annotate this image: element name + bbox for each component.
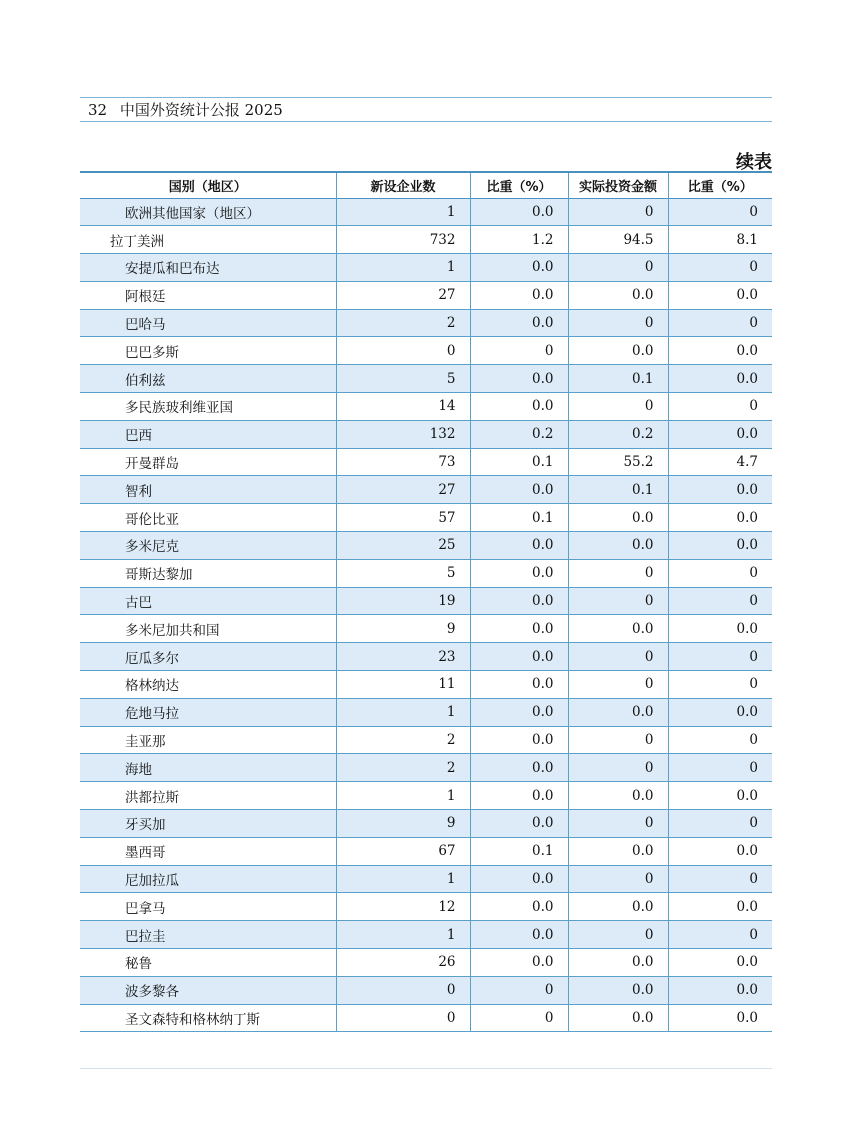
share-enterprises-cell: 0.0 — [470, 754, 568, 782]
new-enterprises-cell: 132 — [336, 420, 470, 448]
table-row — [80, 893, 772, 921]
table-body — [80, 198, 772, 1032]
share-enterprises-cell: 0.1 — [470, 504, 568, 532]
share-investment-cell: 0.0 — [668, 337, 772, 365]
actual-investment-cell: 94.5 — [568, 226, 668, 254]
share-investment-cell: 0.0 — [668, 365, 772, 393]
table-row — [80, 281, 772, 309]
actual-investment-cell: 0 — [568, 921, 668, 949]
table-row — [80, 949, 772, 977]
new-enterprises-cell: 11 — [336, 671, 470, 699]
new-enterprises-cell: 67 — [336, 837, 470, 865]
share-investment-cell: 0 — [668, 865, 772, 893]
share-investment-cell: 0.0 — [668, 281, 772, 309]
region-name-cell: 拉丁美洲 — [110, 233, 164, 250]
table-row — [80, 226, 772, 254]
table-row — [80, 365, 772, 393]
share-investment-cell: 0.0 — [668, 976, 772, 1004]
running-header — [88, 99, 283, 120]
share-enterprises-cell: 1.2 — [470, 226, 568, 254]
share-enterprises-cell: 0 — [470, 337, 568, 365]
actual-investment-cell: 0.1 — [568, 365, 668, 393]
country-name-cell: 危地马拉 — [125, 706, 179, 723]
new-enterprises-cell: 1 — [336, 782, 470, 810]
share-investment-cell: 0 — [668, 810, 772, 838]
new-enterprises-cell: 27 — [336, 281, 470, 309]
share-investment-cell: 0.0 — [668, 893, 772, 921]
table-row — [80, 754, 772, 782]
new-enterprises-cell: 25 — [336, 532, 470, 560]
table-row — [80, 198, 772, 226]
table-row — [80, 865, 772, 893]
table-row — [80, 615, 772, 643]
share-investment-cell: 0 — [668, 309, 772, 337]
actual-investment-cell: 0 — [568, 726, 668, 754]
country-name-cell: 伯利兹 — [125, 372, 166, 389]
table-row — [80, 532, 772, 560]
actual-investment-cell: 0 — [568, 198, 668, 226]
share-enterprises-cell: 0.1 — [470, 448, 568, 476]
investment-table — [80, 171, 772, 1032]
new-enterprises-cell: 5 — [336, 559, 470, 587]
column-header-share-investment: 比重（%） — [668, 172, 772, 198]
table-header-row — [80, 172, 772, 198]
country-name-cell: 厄瓜多尔 — [125, 650, 179, 667]
table-row — [80, 671, 772, 699]
new-enterprises-cell: 2 — [336, 754, 470, 782]
share-investment-cell: 0 — [668, 559, 772, 587]
country-name-cell: 阿根廷 — [125, 289, 166, 306]
column-header-country: 国别（地区） — [168, 179, 247, 195]
table-row — [80, 476, 772, 504]
share-enterprises-cell: 0.0 — [470, 865, 568, 893]
new-enterprises-cell: 12 — [336, 893, 470, 921]
share-enterprises-cell: 0.0 — [470, 810, 568, 838]
share-enterprises-cell: 0.0 — [470, 587, 568, 615]
share-investment-cell: 0.0 — [668, 1004, 772, 1032]
new-enterprises-cell: 1 — [336, 865, 470, 893]
table-row — [80, 504, 772, 532]
table-row — [80, 698, 772, 726]
country-name-cell: 巴拉圭 — [125, 928, 166, 945]
actual-investment-cell: 0 — [568, 559, 668, 587]
share-enterprises-cell: 0.0 — [470, 893, 568, 921]
page-number: 32 — [88, 101, 108, 119]
share-enterprises-cell: 0.0 — [470, 198, 568, 226]
share-enterprises-cell: 0.0 — [470, 615, 568, 643]
header-bottom-rule — [80, 121, 772, 122]
share-investment-cell: 0.0 — [668, 504, 772, 532]
actual-investment-cell: 0 — [568, 393, 668, 421]
actual-investment-cell: 0.0 — [568, 281, 668, 309]
actual-investment-cell: 0 — [568, 754, 668, 782]
country-name-cell: 圭亚那 — [125, 734, 166, 751]
table-row — [80, 1004, 772, 1032]
country-name-cell: 巴拿马 — [125, 900, 166, 917]
share-enterprises-cell: 0.0 — [470, 698, 568, 726]
share-investment-cell: 0.0 — [668, 949, 772, 977]
actual-investment-cell: 0 — [568, 865, 668, 893]
table-row — [80, 254, 772, 282]
share-enterprises-cell: 0.1 — [470, 837, 568, 865]
share-investment-cell: 0 — [668, 671, 772, 699]
country-name-cell: 欧洲其他国家（地区） — [125, 205, 260, 222]
share-enterprises-cell: 0.0 — [470, 921, 568, 949]
country-name-cell: 巴巴多斯 — [125, 344, 179, 361]
new-enterprises-cell: 732 — [336, 226, 470, 254]
table-row — [80, 587, 772, 615]
share-enterprises-cell: 0.0 — [470, 365, 568, 393]
country-name-cell: 多民族玻利维亚国 — [125, 400, 233, 417]
actual-investment-cell: 0.0 — [568, 504, 668, 532]
table-row — [80, 837, 772, 865]
share-enterprises-cell: 0 — [470, 976, 568, 1004]
share-investment-cell: 0 — [668, 198, 772, 226]
table-row — [80, 976, 772, 1004]
share-enterprises-cell: 0.0 — [470, 254, 568, 282]
header-top-rule — [80, 97, 772, 98]
column-header-actual-investment: 实际投资金额 — [568, 172, 668, 198]
new-enterprises-cell: 14 — [336, 393, 470, 421]
actual-investment-cell: 0.0 — [568, 837, 668, 865]
country-name-cell: 波多黎各 — [125, 984, 179, 1001]
column-header-share-enterprises: 比重（%） — [470, 172, 568, 198]
country-name-cell: 圣文森特和格林纳丁斯 — [125, 1012, 260, 1028]
share-investment-cell: 0 — [668, 754, 772, 782]
table-row — [80, 559, 772, 587]
share-enterprises-cell: 0.0 — [470, 476, 568, 504]
new-enterprises-cell: 1 — [336, 921, 470, 949]
new-enterprises-cell: 26 — [336, 949, 470, 977]
table-header — [80, 172, 772, 198]
actual-investment-cell: 0.0 — [568, 782, 668, 810]
share-investment-cell: 0 — [668, 254, 772, 282]
new-enterprises-cell: 1 — [336, 198, 470, 226]
country-name-cell: 古巴 — [125, 595, 152, 612]
footer-rule — [80, 1068, 772, 1069]
actual-investment-cell: 0 — [568, 810, 668, 838]
actual-investment-cell: 0 — [568, 587, 668, 615]
new-enterprises-cell: 57 — [336, 504, 470, 532]
country-name-cell: 智利 — [125, 483, 152, 500]
table-row — [80, 337, 772, 365]
share-enterprises-cell: 0.0 — [470, 949, 568, 977]
table-row — [80, 726, 772, 754]
country-name-cell: 哥伦比亚 — [125, 511, 179, 528]
actual-investment-cell: 0.0 — [568, 615, 668, 643]
actual-investment-cell: 0.0 — [568, 949, 668, 977]
column-header-new-enterprises: 新设企业数 — [336, 172, 470, 198]
new-enterprises-cell: 9 — [336, 810, 470, 838]
share-enterprises-cell: 0.0 — [470, 782, 568, 810]
country-name-cell: 墨西哥 — [125, 845, 166, 862]
actual-investment-cell: 0 — [568, 254, 668, 282]
share-enterprises-cell: 0.0 — [470, 309, 568, 337]
country-name-cell: 开曼群岛 — [125, 456, 179, 473]
country-name-cell: 尼加拉瓜 — [125, 873, 179, 890]
new-enterprises-cell: 0 — [336, 337, 470, 365]
share-investment-cell: 0.0 — [668, 420, 772, 448]
new-enterprises-cell: 23 — [336, 643, 470, 671]
new-enterprises-cell: 73 — [336, 448, 470, 476]
share-investment-cell: 0.0 — [668, 698, 772, 726]
country-name-cell: 牙买加 — [125, 817, 166, 834]
country-name-cell: 多米尼克 — [125, 539, 179, 556]
new-enterprises-cell: 2 — [336, 309, 470, 337]
table-row — [80, 448, 772, 476]
continued-table-label: 续表 — [736, 152, 772, 173]
share-investment-cell: 0.0 — [668, 615, 772, 643]
share-investment-cell: 0.0 — [668, 476, 772, 504]
publication-title: 中国外资统计公报 2025 — [119, 101, 283, 119]
share-enterprises-cell: 0.0 — [470, 559, 568, 587]
share-enterprises-cell: 0.0 — [470, 671, 568, 699]
table-row — [80, 393, 772, 421]
actual-investment-cell: 0.0 — [568, 698, 668, 726]
new-enterprises-cell: 0 — [336, 1004, 470, 1032]
new-enterprises-cell: 5 — [336, 365, 470, 393]
actual-investment-cell: 0.2 — [568, 420, 668, 448]
share-investment-cell: 0.0 — [668, 532, 772, 560]
share-enterprises-cell: 0 — [470, 1004, 568, 1032]
share-investment-cell: 0.0 — [668, 837, 772, 865]
table-row — [80, 782, 772, 810]
actual-investment-cell: 0 — [568, 643, 668, 671]
actual-investment-cell: 0.0 — [568, 976, 668, 1004]
country-name-cell: 哥斯达黎加 — [125, 567, 193, 584]
share-investment-cell: 0 — [668, 726, 772, 754]
actual-investment-cell: 0.0 — [568, 337, 668, 365]
country-name-cell: 多米尼加共和国 — [125, 622, 220, 639]
new-enterprises-cell: 2 — [336, 726, 470, 754]
country-name-cell: 秘鲁 — [125, 956, 152, 973]
new-enterprises-cell: 9 — [336, 615, 470, 643]
share-enterprises-cell: 0.2 — [470, 420, 568, 448]
country-name-cell: 格林纳达 — [125, 678, 179, 695]
share-investment-cell: 0 — [668, 587, 772, 615]
actual-investment-cell: 0.0 — [568, 1004, 668, 1032]
actual-investment-cell: 0 — [568, 309, 668, 337]
actual-investment-cell: 0 — [568, 671, 668, 699]
table-row — [80, 420, 772, 448]
share-enterprises-cell: 0.0 — [470, 726, 568, 754]
actual-investment-cell: 55.2 — [568, 448, 668, 476]
table-row — [80, 810, 772, 838]
country-name-cell: 安提瓜和巴布达 — [125, 261, 220, 278]
share-enterprises-cell: 0.0 — [470, 281, 568, 309]
actual-investment-cell: 0.0 — [568, 893, 668, 921]
actual-investment-cell: 0.1 — [568, 476, 668, 504]
new-enterprises-cell: 19 — [336, 587, 470, 615]
new-enterprises-cell: 1 — [336, 254, 470, 282]
share-investment-cell: 0 — [668, 921, 772, 949]
share-investment-cell: 0 — [668, 393, 772, 421]
country-name-cell: 洪都拉斯 — [125, 789, 179, 806]
share-enterprises-cell: 0.0 — [470, 532, 568, 560]
new-enterprises-cell: 0 — [336, 976, 470, 1004]
country-name-cell: 巴西 — [125, 428, 152, 445]
share-investment-cell: 4.7 — [668, 448, 772, 476]
new-enterprises-cell: 1 — [336, 698, 470, 726]
actual-investment-cell: 0.0 — [568, 532, 668, 560]
table-row — [80, 643, 772, 671]
table-row — [80, 921, 772, 949]
share-enterprises-cell: 0.0 — [470, 393, 568, 421]
table-row — [80, 309, 772, 337]
new-enterprises-cell: 27 — [336, 476, 470, 504]
share-enterprises-cell: 0.0 — [470, 643, 568, 671]
share-investment-cell: 0 — [668, 643, 772, 671]
country-name-cell: 海地 — [125, 761, 152, 778]
country-name-cell: 巴哈马 — [125, 317, 166, 334]
share-investment-cell: 0.0 — [668, 782, 772, 810]
share-investment-cell: 8.1 — [668, 226, 772, 254]
